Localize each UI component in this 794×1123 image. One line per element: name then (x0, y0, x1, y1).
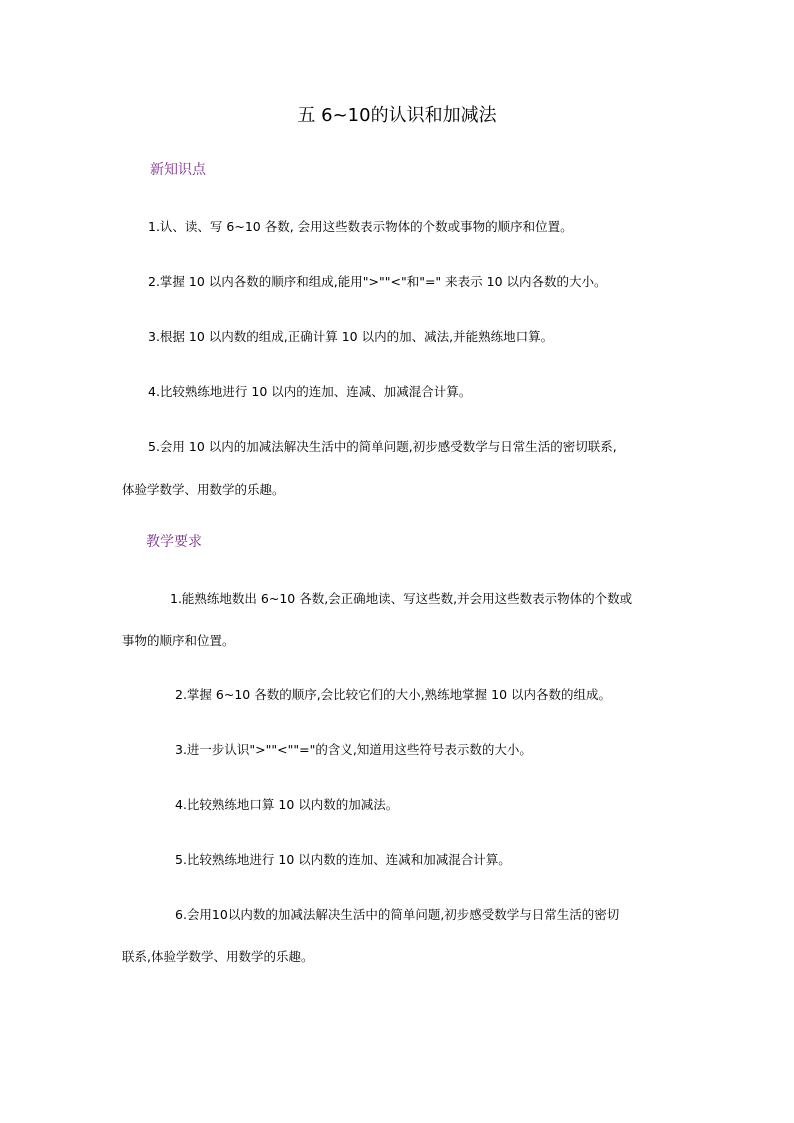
requirement-item-6-line-1: 6.会用10以内数的加减法解决生活中的简单问题,初步感受数学与日常生活的密切 (175, 907, 620, 922)
section-heading-teaching-requirements: 教学要求 (146, 534, 202, 550)
knowledge-item-4: 4.比较熟练地进行 10 以内的连加、连减、加减混合计算。 (148, 384, 472, 399)
requirement-item-6-line-2: 联系,体验学数学、用数学的乐趣。 (122, 949, 314, 964)
section-heading-new-knowledge: 新知识点 (150, 162, 206, 178)
page-title: 五 6~10的认识和加减法 (297, 105, 497, 126)
knowledge-item-1: 1.认、读、写 6~10 各数, 会用这些数表示物体的个数或事物的顺序和位置。 (148, 219, 573, 234)
knowledge-item-2: 2.掌握 10 以内各数的顺序和组成,能用">""<"和"=" 来表示 10 以内各数的大小。 (148, 274, 607, 289)
knowledge-item-3: 3.根据 10 以内数的组成,正确计算 10 以内的加、减法,并能熟练地口算。 (148, 329, 554, 344)
requirement-item-2: 2.掌握 6~10 各数的顺序,会比较它们的大小,熟练地掌握 10 以内各数的组成。 (175, 687, 612, 702)
requirement-item-5: 5.比较熟练地进行 10 以内数的连加、连减和加减混合计算。 (175, 852, 511, 867)
requirement-item-4: 4.比较熟练地口算 10 以内数的加减法。 (175, 797, 399, 812)
requirement-item-1-line-2: 事物的顺序和位置。 (122, 633, 235, 648)
knowledge-item-5-line-2: 体验学数学、用数学的乐趣。 (122, 482, 285, 497)
requirement-item-1-line-1: 1.能熟练地数出 6~10 各数,会正确地读、写这些数,并会用这些数表示物体的个数或 (170, 591, 633, 606)
requirement-item-3: 3.进一步认识">""<""="的含义,知道用这些符号表示数的大小。 (175, 742, 532, 757)
knowledge-item-5-line-1: 5.会用 10 以内的加减法解决生活中的简单问题,初步感受数学与日常生活的密切联系, (148, 439, 617, 454)
